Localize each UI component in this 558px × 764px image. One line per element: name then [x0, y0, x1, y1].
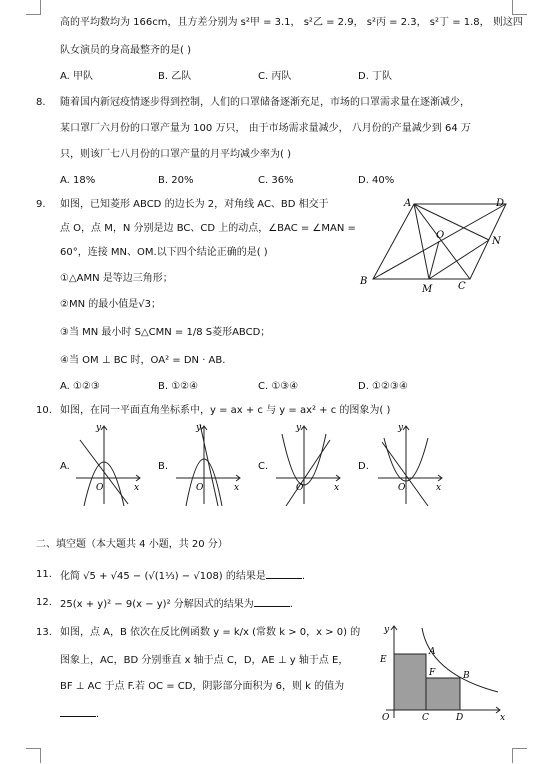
- q9-statement-3: ③当 MN 最小时 S△CMN = 1/8 S菱形ABCD；: [60, 327, 271, 338]
- q12-number: 12.: [36, 597, 52, 608]
- q10-graph-b: [172, 420, 244, 508]
- q9-rhombus-figure: [356, 196, 516, 296]
- q13-label-c: C: [422, 713, 429, 722]
- q9-label-b: B: [360, 276, 368, 287]
- q10-graph-c-y: y: [296, 423, 302, 433]
- q13-answer-blank[interactable]: [60, 706, 96, 717]
- q10-graph-c: [272, 420, 344, 508]
- q9-label-n: N: [492, 236, 501, 247]
- q8-line2: 某口罩厂六月份的口罩产量为 100 万只， 由于市场需求量减少， 八月份的产量减少到 64 万: [60, 123, 471, 134]
- q13-line1: 如图，点 A，B 依次在反比例函数 y = k/x (常数 k > 0，x > 0) 的: [60, 627, 361, 638]
- q13-line4: .: [60, 706, 99, 722]
- q13-line2: 图象上，AC，BD 分别垂直 x 轴于点 C，D，AE ⊥ y 轴于点 E，: [60, 655, 349, 666]
- q9-label-o: O: [436, 230, 445, 241]
- q10-graph-d: [374, 420, 446, 508]
- q13-line3: BF ⊥ AC 于点 F.若 OC = CD，阴影部分面积为 6，则 k 的值为: [60, 681, 345, 692]
- q10-graph-d-o: O: [398, 483, 406, 493]
- q13-label-a: A: [429, 647, 436, 657]
- q10-number: 10.: [36, 405, 52, 416]
- q8-line3: 只，则该厂七八月份的口罩产量的月平均减少率为( ): [60, 149, 291, 160]
- q9-label-c: C: [458, 281, 466, 292]
- crop-mark-top-right: [512, 0, 527, 15]
- q10-graph-c-x: x: [334, 483, 340, 493]
- q13-figure: [372, 622, 512, 722]
- q9-number: 9.: [36, 199, 46, 210]
- q9-option-b[interactable]: B. ①②④: [158, 381, 199, 392]
- q9-statement-1: ①△AMN 是等边三角形；: [60, 273, 173, 284]
- q8-option-b[interactable]: B. 20%: [158, 175, 194, 186]
- q10-graph-d-x: x: [436, 483, 442, 493]
- q13-label-b: B: [463, 671, 470, 681]
- q11-number: 11.: [36, 569, 52, 580]
- q13-label-x: x: [500, 713, 506, 722]
- q10-option-c[interactable]: C.: [258, 461, 269, 472]
- crop-mark-bottom-right: [512, 748, 527, 763]
- q8-option-c[interactable]: C. 36%: [258, 175, 294, 186]
- q8-number: 8.: [36, 97, 46, 108]
- q10-graph-a-o: O: [96, 483, 104, 493]
- q11-text: 化简 √5 + √45 − (√(1⅓) − √108) 的结果是: [60, 571, 266, 582]
- section2-title: 二、填空题（本大题共 4 小题，共 20 分）: [36, 539, 228, 550]
- q11-answer-blank[interactable]: [266, 568, 302, 579]
- q9-label-m: M: [422, 284, 433, 295]
- q7-option-b[interactable]: B. 乙队: [158, 71, 192, 82]
- q9-line1: 如图，已知菱形 ABCD 的边长为 2，对角线 AC、BD 相交于: [60, 199, 329, 210]
- q13-label-f: F: [429, 668, 436, 678]
- q9-statement-2: ②MN 的最小值是√3；: [60, 299, 161, 310]
- q9-option-a[interactable]: A. ①②③: [60, 381, 100, 392]
- q10-option-b[interactable]: B.: [158, 461, 169, 472]
- q10-graph-b-y: y: [196, 423, 202, 433]
- q13-number: 13.: [36, 627, 52, 638]
- q11-line: 化简 √5 + √45 − (√(1⅓) − √108) 的结果是 .: [60, 568, 305, 584]
- q8-option-d[interactable]: D. 40%: [358, 175, 395, 186]
- q10-graph-d-y: y: [398, 423, 404, 433]
- q7-line1: 高的平均数均为 166cm，且方差分别为 s²甲 = 3.1， s²乙 = 2.9， s²丙 = 2.3， s²丁 = 1.8， 则这四: [60, 17, 523, 28]
- q10-graph-b-x: x: [234, 483, 240, 493]
- q10-graph-a-y: y: [96, 423, 102, 433]
- q9-label-d: D: [496, 198, 505, 209]
- q13-label-y: y: [384, 625, 390, 635]
- q10-option-d[interactable]: D.: [358, 461, 369, 472]
- q10-graph-a: [72, 420, 144, 508]
- q8-line1: 随着国内新冠疫情逐步得到控制，人们的口罩储备逐渐充足，市场的口罩需求量在逐渐减少，: [60, 97, 470, 108]
- q8-option-a[interactable]: A. 18%: [60, 175, 96, 186]
- q9-option-c[interactable]: C. ①③④: [258, 381, 299, 392]
- q10-graph-c-o: O: [296, 483, 304, 493]
- q13-label-o: O: [382, 713, 390, 722]
- q12-text: 25(x + y)² − 9(x − y)² 分解因式的结果为: [60, 599, 254, 610]
- q9-label-a: A: [404, 198, 412, 209]
- q7-option-a[interactable]: A. 甲队: [60, 71, 94, 82]
- q7-option-d[interactable]: D. 丁队: [358, 71, 393, 82]
- crop-mark-bottom-left: [26, 748, 41, 763]
- q9-option-d[interactable]: D. ①②③④: [358, 381, 408, 392]
- crop-mark-top-left: [26, 0, 41, 15]
- q9-line3: 60°，连接 MN、OM.以下四个结论正确的是( ): [60, 247, 268, 258]
- q10-graph-a-x: x: [134, 483, 140, 493]
- q9-line2: 点 O，点 M，N 分别是边 BC、CD 上的动点，∠BAC = ∠MAN =: [60, 223, 356, 234]
- q13-label-d: D: [456, 713, 464, 722]
- q10-line1: 如图，在同一平面直角坐标系中，y = ax + c 与 y = ax² + c 的图象为( ): [60, 405, 391, 416]
- q7-line2: 队女演员的身高最整齐的是( ): [60, 45, 191, 56]
- q10-graph-b-o: O: [196, 483, 204, 493]
- q9-statement-4: ④当 OM ⊥ BC 时，OA² = DN · AB.: [60, 355, 226, 366]
- q13-label-e: E: [380, 655, 387, 665]
- q7-option-c[interactable]: C. 丙队: [258, 71, 292, 82]
- q10-option-a[interactable]: A.: [60, 461, 70, 472]
- q12-answer-blank[interactable]: [254, 596, 290, 607]
- q12-line: 25(x + y)² − 9(x − y)² 分解因式的结果为 .: [60, 596, 293, 612]
